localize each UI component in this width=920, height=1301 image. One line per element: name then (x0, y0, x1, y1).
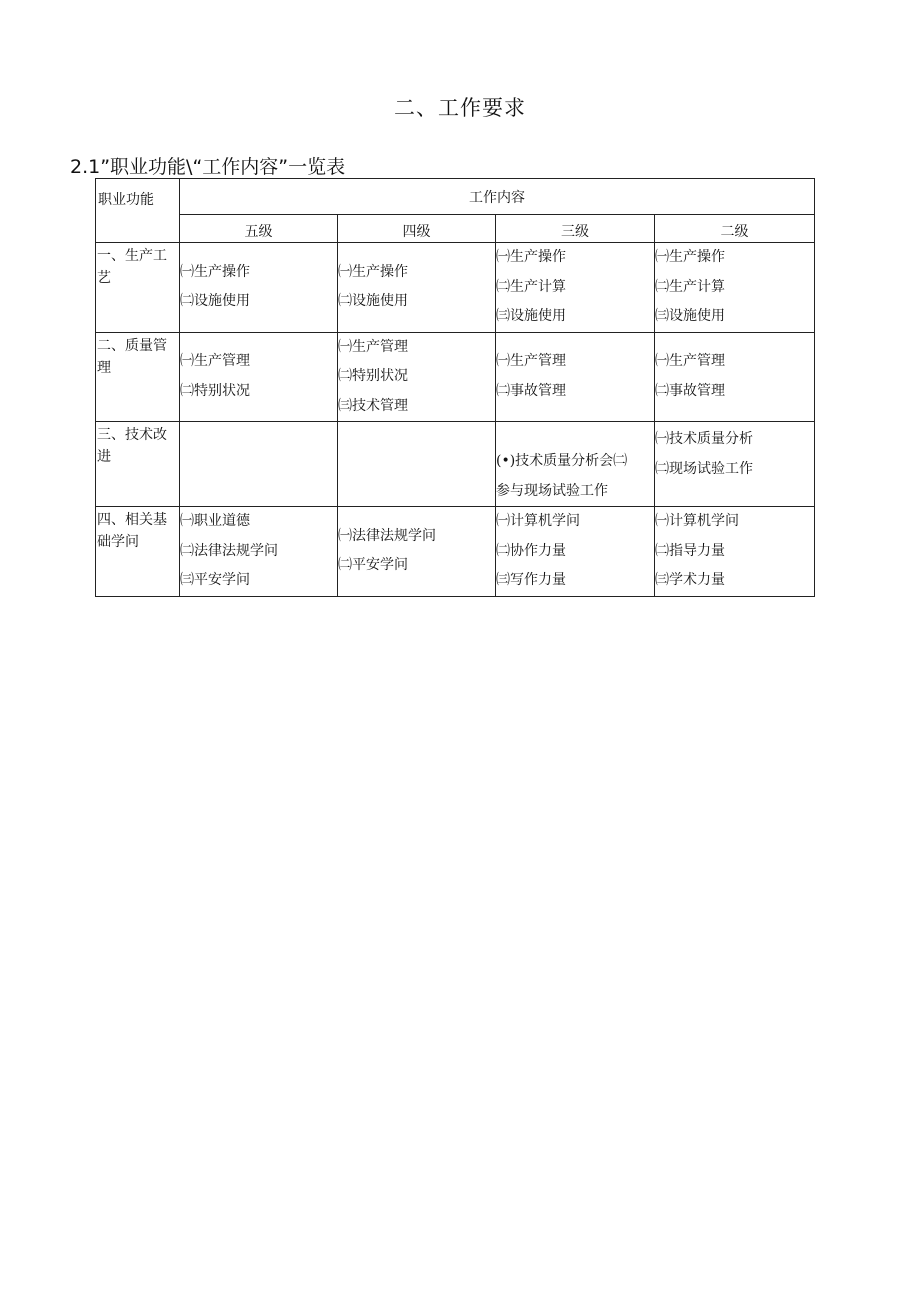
func-cell: 二、质量管理 (96, 332, 180, 422)
level-row (96, 215, 815, 243)
content-cell (338, 507, 496, 597)
content-item: ㈢设施使用 (496, 308, 566, 324)
content-cell (496, 332, 655, 422)
content-item: ㈡特别状况 (180, 382, 250, 399)
table-row (96, 422, 815, 507)
content-item: ㈡设施使用 (180, 293, 250, 310)
content-item: ㈡特别状况 (338, 368, 408, 384)
level-header-5: 五级 (180, 215, 338, 243)
content-cell (655, 422, 815, 507)
content-item: ㈢设施使用 (655, 308, 725, 324)
content-cell-empty (338, 422, 496, 507)
content-item: ㈠计算机学问 (496, 513, 580, 529)
content-item: ㈡事故管理 (655, 382, 725, 399)
func-cell: 四、相关基础学问 (96, 507, 180, 597)
content-cell (180, 332, 338, 422)
content-item: ㈡协作力量 (496, 542, 566, 559)
content-cell (496, 422, 655, 507)
content-item: ㈠计算机学问 (655, 513, 739, 529)
level-header-4: 四级 (338, 215, 496, 243)
content-cell (338, 332, 496, 422)
content-cell (655, 243, 815, 333)
content-item: ㈠生产管理 (338, 338, 408, 355)
content-item: ㈢平安学问 (180, 572, 250, 588)
content-item: ㈠生产管理 (180, 353, 250, 370)
content-item: ㈠生产操作 (655, 249, 725, 265)
content-item: ㈠生产操作 (180, 263, 250, 280)
section-title: 二、工作要求 (394, 96, 526, 120)
content-cell (180, 507, 338, 597)
content-item: ㈡生产计算 (655, 278, 725, 295)
header-func-cell: 职业功能 (96, 179, 180, 243)
header-row (96, 179, 815, 215)
table-caption: 2.1”职业功能\“工作内容”一览表 (70, 156, 346, 178)
content-item: ㈡生产计算 (496, 278, 566, 295)
header-content-cell: 工作内容 (180, 179, 815, 215)
content-item: ㈠生产操作 (338, 263, 408, 280)
content-item: ㈡指导力量 (655, 542, 725, 559)
content-item: ㈡法律法规学问 (180, 542, 278, 559)
content-item: ㈡平安学问 (338, 557, 408, 574)
content-item: ㈡设施使用 (338, 293, 408, 310)
table-row (96, 332, 815, 422)
content-item: ㈡事故管理 (496, 382, 566, 399)
level-header-2: 二级 (655, 215, 815, 243)
content-item: ㈢写作力量 (496, 572, 566, 588)
content-item: ㈠生产管理 (655, 353, 725, 370)
func-cell: 三、技术改进 (96, 422, 180, 507)
content-cell-empty (180, 422, 338, 507)
content-item: ㈠技术质量分析 (655, 431, 753, 447)
content-cell (655, 332, 815, 422)
content-item: ㈡现场试验工作 (655, 460, 753, 477)
content-item: 参与现场试验工作 (496, 482, 608, 499)
content-cell (180, 243, 338, 333)
content-cell (496, 243, 655, 333)
content-item: ㈠法律法规学问 (338, 527, 436, 544)
content-cell (496, 507, 655, 597)
work-content-table (95, 178, 815, 597)
table-row (96, 507, 815, 597)
content-item: ㈠职业道德 (180, 513, 250, 529)
content-item: ㈢学术力量 (655, 572, 725, 588)
content-item: ㈢技术管理 (338, 397, 408, 414)
func-cell: 一、生产工艺 (96, 243, 180, 333)
content-item: ㈠生产操作 (496, 249, 566, 265)
content-cell (655, 507, 815, 597)
content-item: (•)技术质量分析会㈡ (496, 453, 628, 469)
level-header-3: 三级 (496, 215, 655, 243)
content-cell (338, 243, 496, 333)
table-row (96, 243, 815, 333)
content-item: ㈠生产管理 (496, 353, 566, 370)
